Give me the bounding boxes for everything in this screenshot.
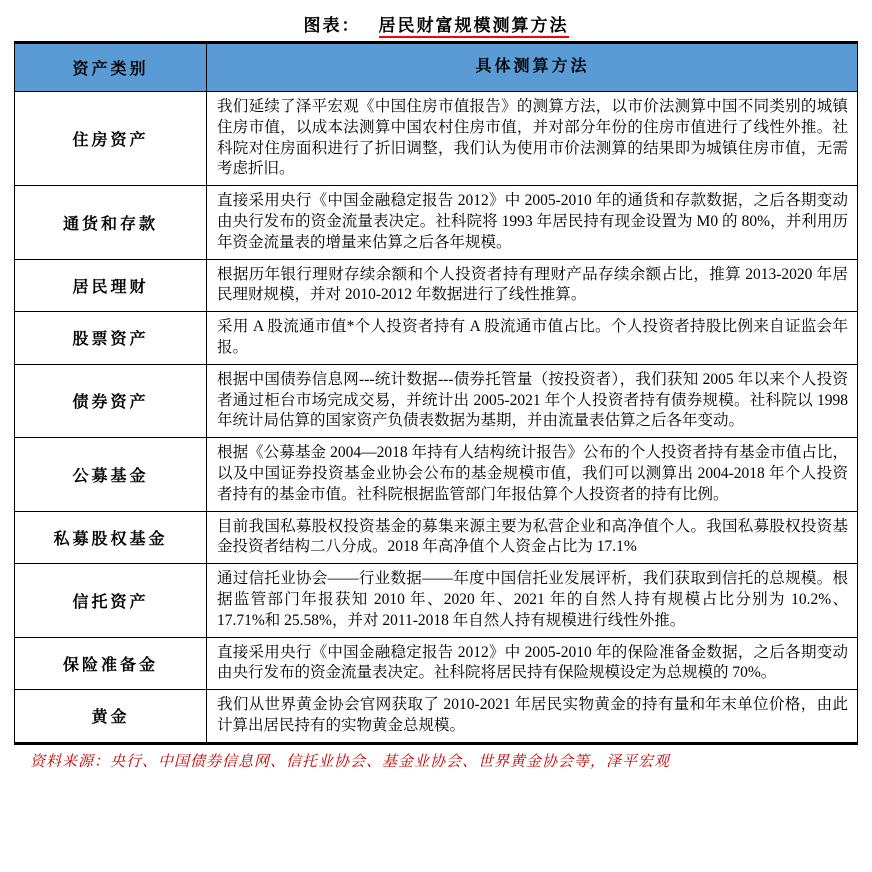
table-row	[15, 364, 857, 437]
method-cell: 根据中国债券信息网---统计数据---债券托管量（按投资者），我们获知 2005 年以来个人投资者通过柜台市场完成交易，并统计出 2005-2021 年个人投资者持有债券规模。社科院以 1998 年统计局估算的国家资产负债表数据为基期，并由流量表估算之后各年变动。	[217, 370, 848, 430]
figure-title-prefix: 图表：	[303, 16, 361, 35]
asset-category-cell: 保险准备金	[15, 638, 207, 690]
asset-category-cell: 股票资产	[15, 312, 207, 364]
header-method: 具体测算方法	[475, 58, 590, 76]
data-source-note: 资料来源：央行、中国债券信息网、信托业协会、基金业协会、世界黄金协会等，泽平宏观	[30, 753, 671, 770]
table-row	[15, 91, 857, 185]
method-cell: 直接采用央行《中国金融稳定报告 2012》中 2005-2010 年的通货和存款数据，之后各期变动由央行发布的资金流量表决定。社科院将 1993 年居民持有现金设置为 M0 的 80%，并利用历年资金流量表的增量来估算之后各年规模。	[217, 192, 848, 251]
figure-title-text: 居民财富规模测算方法	[379, 16, 569, 38]
method-cell: 直接采用央行《中国金融稳定报告 2012》中 2005-2010 年的保险准备金数据，之后各期变动由央行发布的资金流量表决定。社科院将居民持有保险规模设定为总规模的 70%。	[217, 643, 848, 682]
table-row	[15, 437, 857, 510]
table-row	[15, 311, 857, 364]
asset-category-cell: 信托资产	[15, 564, 207, 636]
asset-category-cell: 债券资产	[15, 365, 207, 437]
method-cell: 通过信托业协会——行业数据——年度中国信托业发展评析，我们获取到信托的总规模。根据监管部门年报获知 2010 年、2020 年、2021 年的自然人持有规模占比分别为 10.2%、17.71%和 25.58%，并对 2011-2018 年自然人持有规模进行线性外推。	[217, 570, 848, 629]
header-asset-category: 资产类别	[15, 44, 207, 91]
method-cell: 我们从世界黄金协会官网获取了 2010-2021 年居民实物黄金的持有量和年末单位价格，由此计算出居民持有的实物黄金总规模。	[217, 696, 848, 734]
method-cell: 目前我国私募股权投资基金的募集来源主要为私营企业和高净值个人。我国私募股权投资基金投资者结构二八分成。2018 年高净值个人资金占比为 17.1%	[217, 517, 848, 556]
table-header-row	[15, 44, 857, 91]
asset-category-cell: 住房资产	[15, 92, 207, 185]
table-row	[15, 637, 857, 690]
method-cell: 我们延续了泽平宏观《中国住房市值报告》的测算方法，以市价法测算中国不同类别的城镇住房市值，以成本法测算中国农村住房市值，并对部分年份的住房市值进行了线性外推。社科院对住房面积进行了折旧调整，我们认为使用市价法测算的结果即为城镇住房市值，无需考虑折旧。	[217, 98, 848, 178]
measurement-method-table	[14, 41, 858, 745]
asset-category-cell: 公募基金	[15, 438, 207, 510]
table-row	[15, 563, 857, 636]
asset-category-cell: 私募股权基金	[15, 512, 207, 564]
method-cell: 采用 A 股流通市值*个人投资者持有 A 股流通市值占比。个人投资者持股比例来自证监会年报。	[217, 318, 848, 356]
asset-category-cell: 黄金	[15, 690, 207, 742]
table-row	[15, 259, 857, 312]
table-row	[15, 689, 857, 742]
figure-title	[0, 0, 872, 36]
table-row	[15, 511, 857, 564]
asset-category-cell: 居民理财	[15, 260, 207, 312]
method-cell: 根据《公募基金 2004—2018 年持有人结构统计报告》公布的个人投资者持有基金市值占比，以及中国证券投资基金业协会公布的基金规模市值，我们可以测算出 2004-2018 年个人投资者持有的基金市值。社科院根据监管部门年报估算个人投资者的持有比例。	[217, 444, 848, 503]
table-row	[15, 185, 857, 258]
method-cell: 根据历年银行理财存续余额和个人投资者持有理财产品存续余额占比，推算 2013-2020 年居民理财规模，并对 2010-2012 年数据进行了线性推算。	[217, 265, 848, 304]
asset-category-cell: 通货和存款	[15, 186, 207, 258]
